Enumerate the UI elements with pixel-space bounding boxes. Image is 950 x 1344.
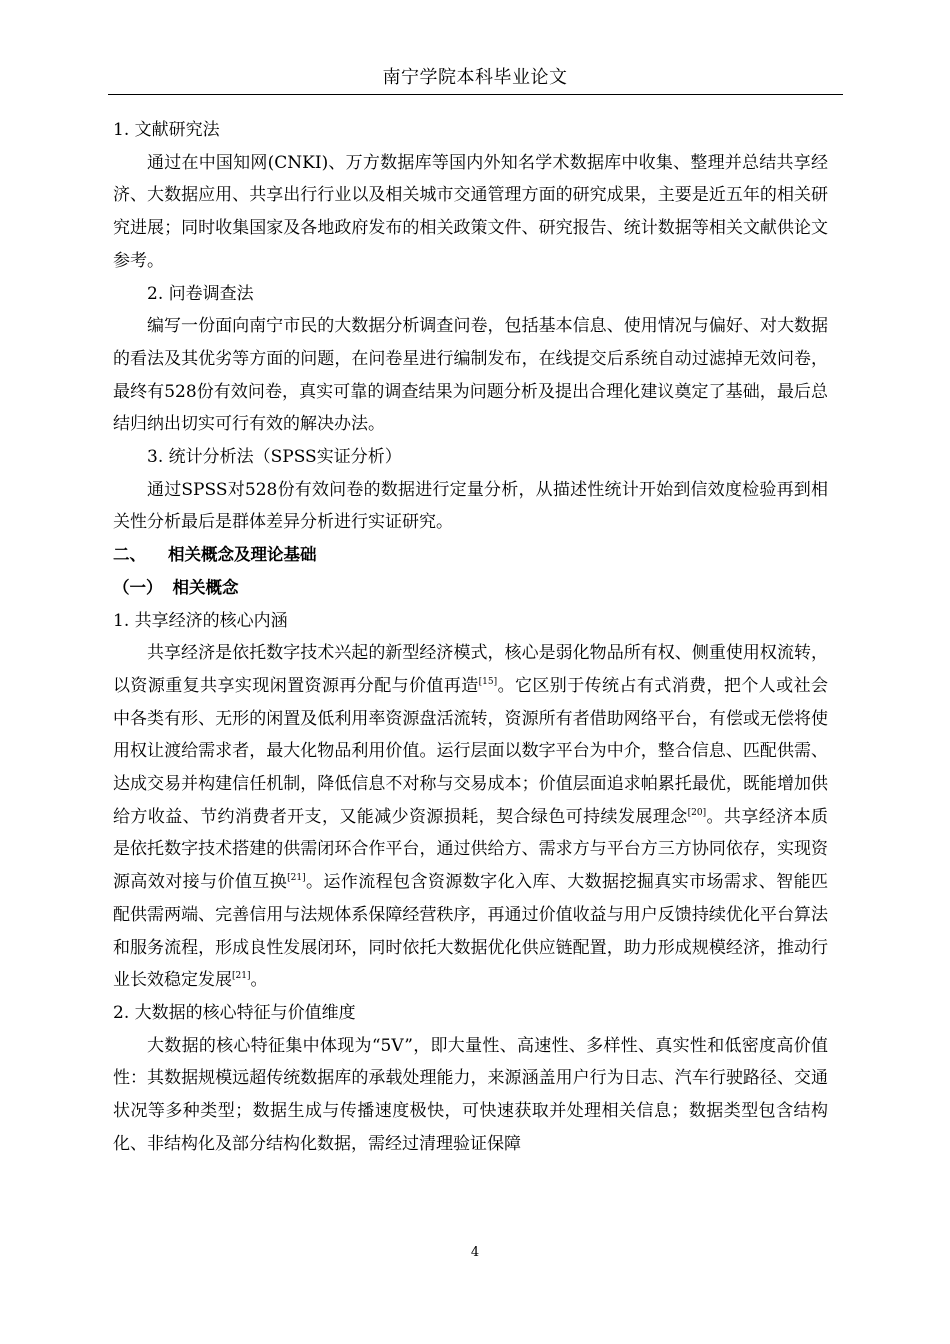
citation-15: [15] [478, 676, 498, 687]
concept1-text-b: 。它区别于传统占有式消费，把个人或社会中各类有形、无形的闲置及低利用率资源盘活流转，资源所有者借助网络平台，有偿或无偿将使用权让渡给需求者，最大化物品利用价值。运行层面以数字平台为中介，整合信息、匹配供需、达成交易并构建信任机制，降低信息不对称与交易成本；价值层面追求帕累托最优，既能增加供给方收益、节约消费者开支，又能减少资源损耗，契合绿色可持续发展理念 [113, 675, 829, 827]
citation-21-repeat: [21] [232, 971, 251, 982]
method3-paragraph: 通过SPSS对528份有效问卷的数据进行定量分析，从描述性统计开始到信效度检验再到相关性分析最后是群体差异分析进行实证研究。 [113, 479, 828, 533]
subsection-heading [113, 572, 828, 605]
concept2-paragraph: 大数据的核心特征集中体现为“5V”，即大量性、高速性、多样性、真实性和低密度高价值性：其数据规模远超传统数据库的承载处理能力，来源涵盖用户行为日志、汽车行驶路径、交通状况等多种类型；数据生成与传播速度极快，可快速获取并处理相关信息；数据类型包含结构化、非结构化及部分结构化数据，需经过清理验证保障 [113, 1035, 828, 1154]
running-header: 南宁学院本科毕业论文 [382, 67, 568, 88]
concept1-text-a: 共享经济是依托数字技术兴起的新型经济模式，核心是弱化物品所有权、侧重使用权流转，以资源重复共享实现闲置资源再分配与价值再造 [113, 643, 828, 696]
method2-title: 2. 问卷调查法 [147, 283, 254, 304]
citation-20: [20] [687, 807, 707, 818]
method3-title: 3. 统计分析法（SPSS实证分析） [147, 447, 402, 468]
header-rule [108, 94, 843, 95]
section-heading [113, 539, 828, 572]
concept1-paragraph [113, 637, 828, 997]
concept1-text-c: 。共享经济本质是依托数字技术搭建的供需闭环合作平台，通过供给方、需求方与平台方三方协同依存，实现资源高效对接与价值互换 [113, 806, 828, 893]
method1-paragraph: 通过在中国知网(CNKI)、万方数据库等国内外知名学术数据库中收集、整理并总结共享经济、大数据应用、共享出行行业以及相关城市交通管理方面的研究成果，主要是近五年的相关研究进展；同时收集国家及各地政府发布的相关政策文件、研究报告、统计数据等相关文献供论文参考。 [113, 152, 828, 271]
body-content [113, 114, 828, 1161]
subsection-number: （一） [113, 577, 163, 597]
subsection-title: 相关概念 [172, 577, 239, 597]
method2-paragraph: 编写一份面向南宁市民的大数据分析调查问卷，包括基本信息、使用情况与偏好、对大数据的看法及其优劣等方面的问题，在问卷星进行编制发布，在线提交后系统自动过滤掉无效问卷，最终有528份有效问卷，真实可靠的调查结果为问题分析及提出合理化建议奠定了基础，最后总结归纳出切实可行有效的解决办法。 [113, 316, 828, 435]
concept1-title: 1. 共享经济的核心内涵 [113, 610, 288, 631]
section-title: 相关概念及理论基础 [168, 545, 317, 565]
page-number: 4 [470, 1245, 480, 1260]
concept1-text-e: 。 [250, 970, 268, 991]
method1-title: 1. 文献研究法 [113, 120, 220, 140]
citation-21: [21] [287, 873, 306, 884]
section-number: 二、 [113, 545, 146, 565]
concept1-text-d: 。运作流程包含资源数字化入库、大数据挖掘真实市场需求、智能匹配供需两端、完善信用与法规体系保障经营秩序，再通过价值收益与用户反馈持续优化平台算法和服务流程，形成良性发展闭环，同时依托大数据优化供应链配置，助力形成规模经济，推动行业长效稳定发展 [113, 872, 829, 991]
concept2-title: 2. 大数据的核心特征与价值维度 [113, 1002, 356, 1023]
